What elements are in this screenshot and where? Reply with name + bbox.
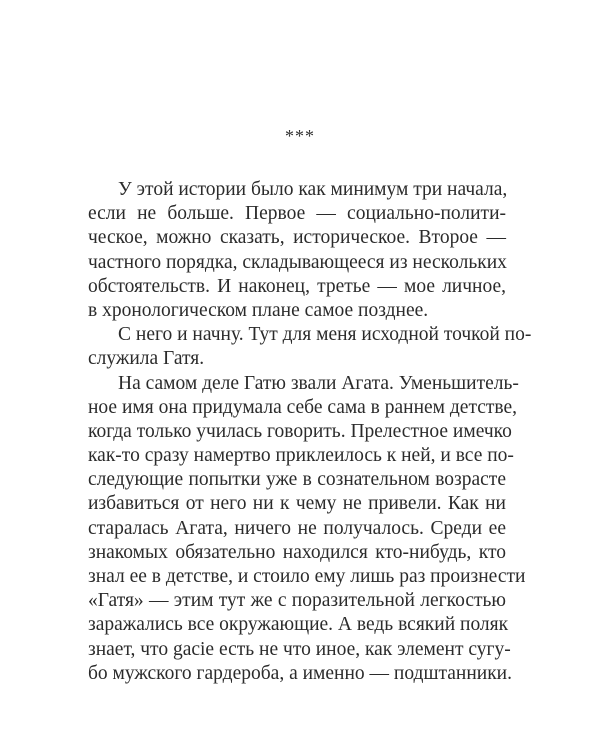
text-line: знакомых обязательно находился кто-нибудь, кто (88, 541, 506, 563)
section-separator: *** (285, 126, 315, 146)
text-line: старалась Агата, ничего не получалось. Среди ее (88, 517, 506, 539)
text-line: следующие попытки уже в сознательном возрасте (88, 469, 506, 491)
text-line: частного порядка, складывающееся из нескольких (88, 251, 507, 273)
paragraph-3 (88, 372, 526, 686)
text-line: знает, что gacie есть не что иное, как элемент сугу- (88, 638, 511, 660)
text-line: На самом деле Гатю звали Агата. Уменьшитель- (118, 372, 519, 394)
text-line: если не больше. Первое — социально-полити- (88, 203, 506, 225)
text-line: У этой истории было как минимум три начала, (118, 179, 508, 200)
text-line: обстоятельств. И наконец, третье — мое личное, (88, 275, 506, 297)
body-text (88, 178, 532, 686)
text-line: как-то сразу намертво приклеилось к ней, и все по- (88, 445, 514, 467)
text-line: ческое, можно сказать, историческое. Второе — (88, 227, 506, 249)
text-line: знал ее в детстве, и стоило ему лишь раз произнести (88, 566, 526, 587)
text-line: служила Гатя. (88, 348, 205, 370)
text-line: С него и начну. Тут для меня исходной точкой по- (118, 324, 532, 346)
text-line: «Гатя» — этим тут же с поразительной легкостью (88, 590, 506, 612)
paragraph-2 (88, 323, 532, 371)
text-line: когда только училась говорить. Прелестное имечко (88, 420, 512, 442)
text-line: в хронологическом плане самое позднее. (88, 299, 429, 321)
text-line: ное имя она придумала себе сама в раннем детстве, (88, 396, 518, 418)
text-line: заражались все окружающие. А ведь всякий поляк (88, 614, 509, 636)
text-line: бо мужского гардероба, а именно — подштанники. (88, 662, 512, 684)
paragraph-1 (88, 178, 506, 323)
text-line: избавиться от него ни к чему не привели. Как ни (88, 493, 506, 515)
